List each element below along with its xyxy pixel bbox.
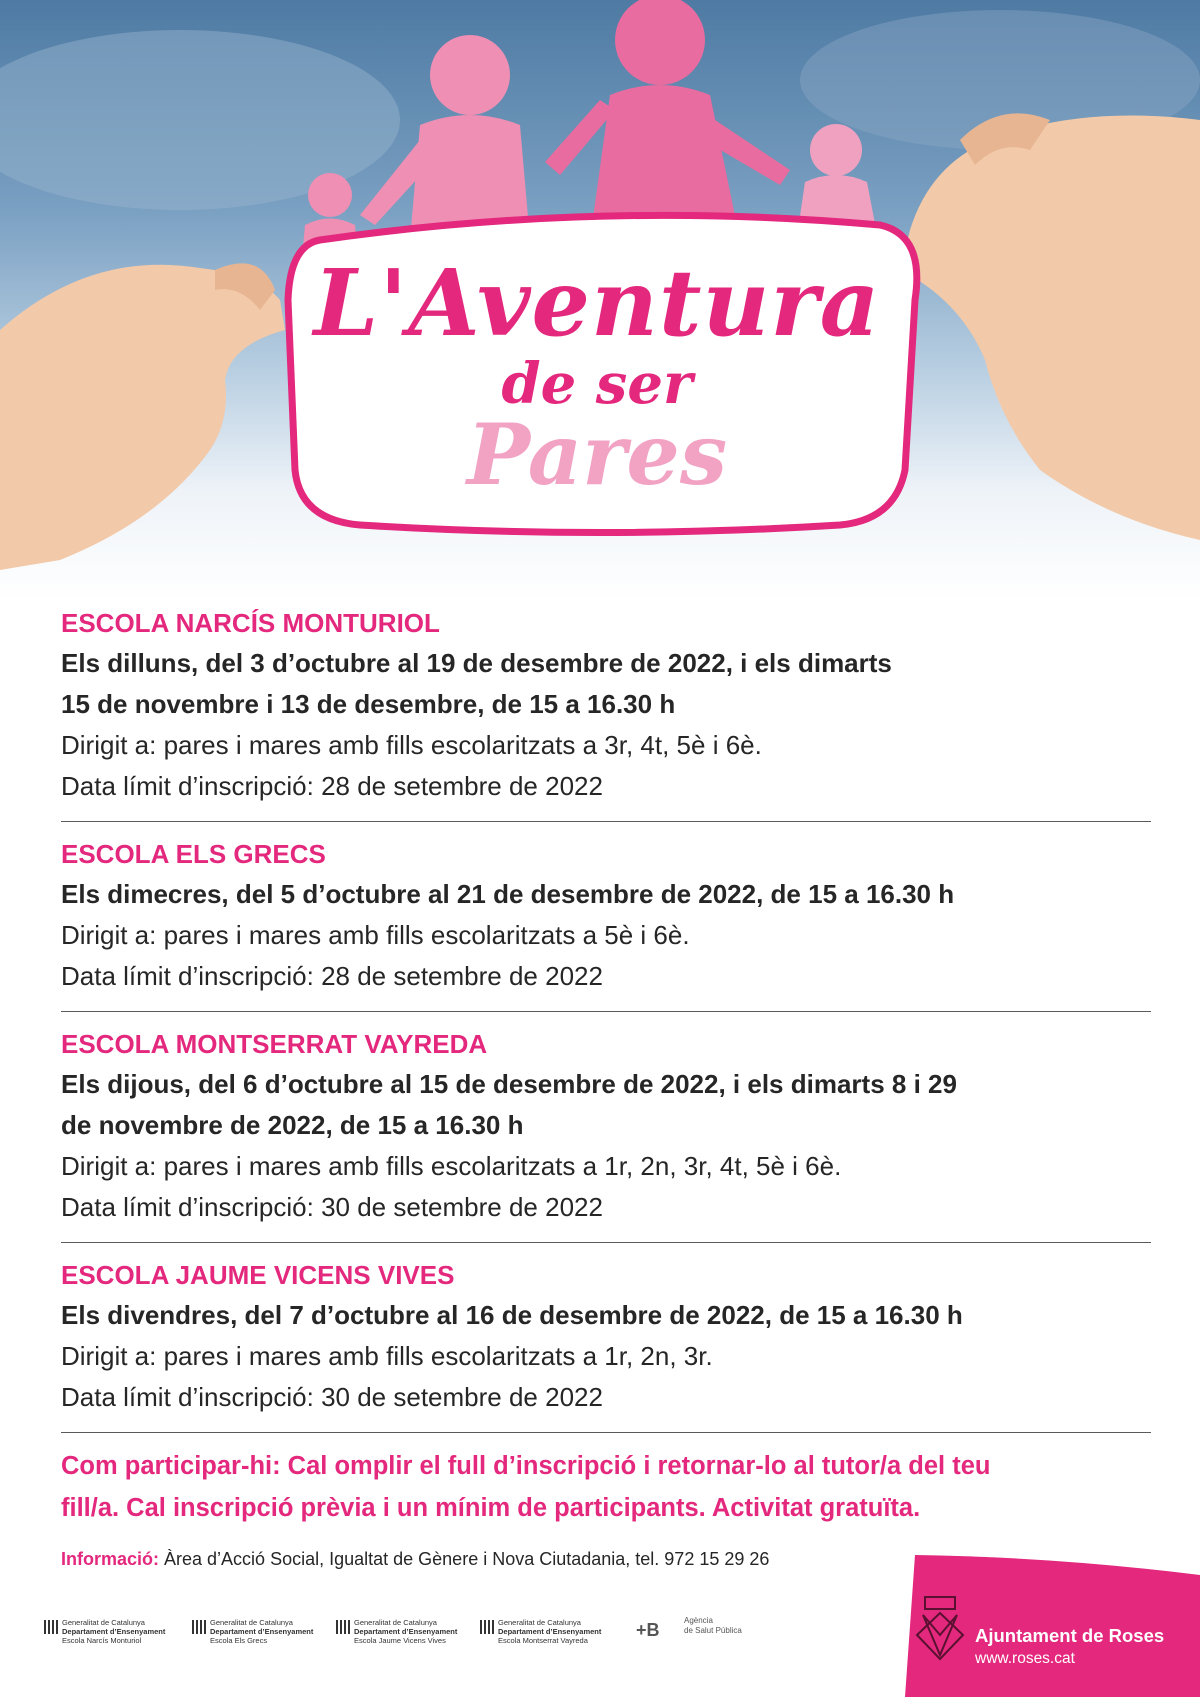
logo-line: de Salut Pública	[684, 1626, 742, 1635]
information-label: Informació:	[61, 1549, 160, 1569]
logo-line: Escola Montserrat Vayreda	[498, 1636, 588, 1645]
schedule-line: Els dilluns, del 3 d’octubre al 19 de desembre de 2022, i els dimarts	[61, 648, 892, 678]
logo-line: Departament d’Ensenyament	[62, 1627, 166, 1636]
hand-left-icon	[0, 263, 285, 570]
schedule-line: Els divendres, del 7 d’octubre al 16 de desembre de 2022, de 15 a 16.30 h	[61, 1300, 963, 1330]
school-name: ESCOLA NARCÍS MONTURIOL	[61, 608, 440, 638]
target-audience: Dirigit a: pares i mares amb fills escolaritzats a 1r, 2n, 3r, 4t, 5è i 6è.	[61, 1151, 842, 1181]
ajuntament-name: Ajuntament de Roses	[975, 1625, 1165, 1646]
logo-line: Agència	[684, 1616, 713, 1625]
information-text: Àrea d’Acció Social, Igualtat de Gènere i Nova Ciutadania, tel. 972 15 29 26	[159, 1549, 770, 1569]
how-to-participate	[61, 1445, 1151, 1529]
salut-publica-logo-icon: +B	[636, 1620, 660, 1640]
hand-right-icon	[900, 113, 1200, 540]
ajuntament-block	[905, 1555, 1200, 1697]
generalitat-logo-icon	[480, 1620, 494, 1634]
school-name: ESCOLA MONTSERRAT VAYREDA	[61, 1029, 488, 1059]
ajuntament-url[interactable]: www.roses.cat	[975, 1650, 1075, 1667]
generalitat-logo-icon	[44, 1620, 58, 1634]
how-to-line: fill/a. Cal inscripció prèvia i un mínim de participants. Activitat gratuïta.	[61, 1494, 921, 1522]
schools-list	[61, 603, 1151, 1571]
school-section	[61, 1255, 1151, 1433]
school-section	[61, 1024, 1151, 1243]
how-to-line: Com participar-hi: Cal omplir el full d’inscripció i retornar-lo al tutor/a del teu	[61, 1452, 991, 1480]
logo-line: Generalitat de Catalunya	[210, 1618, 293, 1627]
logo-line: Escola Els Grecs	[210, 1636, 268, 1645]
title-line-1: L'Aventura	[313, 249, 881, 357]
title-card	[286, 205, 908, 535]
title-line-3: Pares	[466, 405, 728, 504]
schedule-line: de novembre de 2022, de 15 a 16.30 h	[61, 1110, 524, 1140]
logo-line: Departament d’Ensenyament	[210, 1627, 314, 1636]
logo-line: Departament d’Ensenyament	[354, 1627, 458, 1636]
schedule-line: Els dimecres, del 5 d’octubre al 21 de desembre de 2022, de 15 a 16.30 h	[61, 879, 955, 909]
title-line-2: de ser	[501, 351, 693, 417]
target-audience: Dirigit a: pares i mares amb fills escolaritzats a 3r, 4t, 5è i 6è.	[61, 730, 762, 760]
schedule-line: Els dijous, del 6 d’octubre al 15 de desembre de 2022, i els dimarts 8 i 29	[61, 1069, 957, 1099]
logo-line: Generalitat de Catalunya	[62, 1618, 145, 1627]
school-section	[61, 834, 1151, 1012]
school-name: ESCOLA ELS GRECS	[61, 839, 326, 869]
school-section	[61, 603, 1151, 822]
target-audience: Dirigit a: pares i mares amb fills escolaritzats a 1r, 2n, 3r.	[61, 1341, 713, 1371]
logo-line: Generalitat de Catalunya	[498, 1618, 581, 1627]
registration-deadline: Data límit d’inscripció: 30 de setembre de 2022	[61, 1382, 603, 1412]
registration-deadline: Data límit d’inscripció: 28 de setembre de 2022	[61, 771, 603, 801]
generalitat-logo-icon	[192, 1620, 206, 1634]
logo-line: Generalitat de Catalunya	[354, 1618, 437, 1627]
hero-banner	[0, 0, 1200, 600]
logo-line: Escola Narcís Monturiol	[62, 1636, 142, 1645]
school-name: ESCOLA JAUME VICENS VIVES	[61, 1260, 455, 1290]
generalitat-logo-icon	[336, 1620, 350, 1634]
target-audience: Dirigit a: pares i mares amb fills escolaritzats a 5è i 6è.	[61, 920, 690, 950]
logo-line: Departament d’Ensenyament	[498, 1627, 602, 1636]
footer-logos	[44, 1618, 764, 1648]
schedule-line: 15 de novembre i 13 de desembre, de 15 a 16.30 h	[61, 689, 676, 719]
registration-deadline: Data límit d’inscripció: 28 de setembre de 2022	[61, 961, 603, 991]
logo-line: Escola Jaume Vicens Vives	[354, 1636, 446, 1645]
registration-deadline: Data límit d’inscripció: 30 de setembre de 2022	[61, 1192, 603, 1222]
salut-publica-logo	[636, 1616, 766, 1646]
